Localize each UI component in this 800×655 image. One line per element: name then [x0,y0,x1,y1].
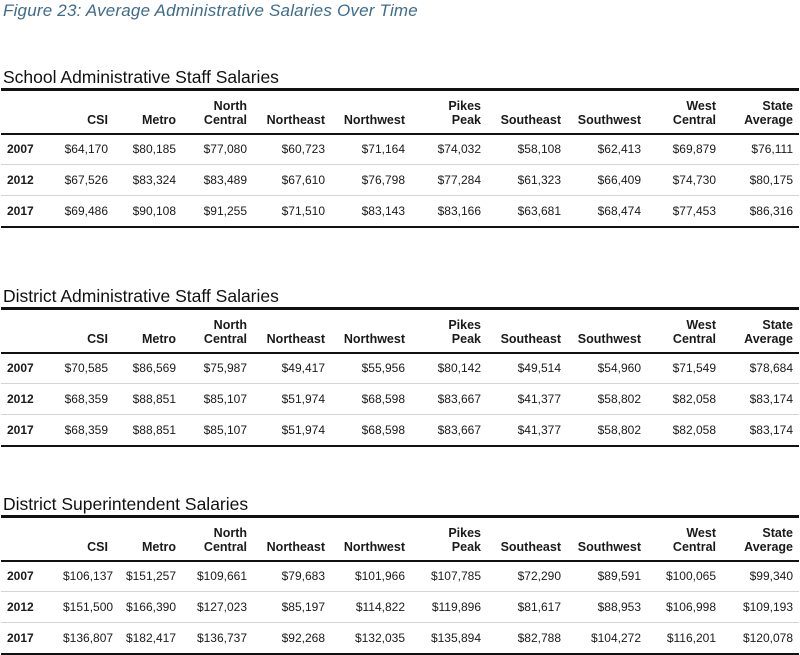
salary-cell: $82,058 [647,415,722,446]
column-header-line: Average [744,112,793,127]
column-header-line: Central [672,112,716,127]
salary-cell: $106,998 [647,592,722,623]
column-header-line [487,526,561,540]
salary-cell: $74,032 [437,142,481,157]
header-row [1,90,799,134]
salary-cell: $83,667 [411,415,487,446]
column-header [114,517,182,561]
salary-cell: $135,894 [411,623,487,654]
column-header [331,309,411,353]
column-header-line: Average [744,539,793,554]
salary-cell: $182,417 [114,623,182,654]
column-header-line: Southeast [500,112,561,127]
column-header-line [487,318,561,332]
column-header [182,309,253,353]
salary-cell: $41,377 [487,384,567,415]
salary-cell: $89,591 [597,569,641,584]
salary-cell: $61,323 [487,165,567,196]
table-row [1,561,799,592]
salary-cell: $127,023 [182,592,253,623]
column-header [567,517,647,561]
salary-cell: $80,185 [132,142,176,157]
salary-cell: $49,417 [281,361,325,376]
column-header-line [1,526,57,540]
salary-cell: $85,107 [182,415,253,446]
salary-cell: $54,960 [597,361,641,376]
figure-title: Figure 23: Average Administrative Salaries Over Time [3,1,418,20]
salary-cell: $51,974 [253,384,331,415]
salary-cell: $99,340 [749,569,793,584]
salary-cell: $83,174 [722,384,799,415]
section-title: District Administrative Staff Salaries [3,286,279,306]
salary-cell: $77,453 [647,196,722,227]
year-cell: 2012 [1,592,63,623]
salary-cell: $71,510 [253,196,331,227]
salary-cell: $77,284 [411,165,487,196]
header-row [1,517,799,561]
table-row [1,353,799,384]
salary-cell: $136,737 [182,623,253,654]
column-header-line [331,99,405,113]
table-row [1,165,799,196]
column-header [114,309,182,353]
column-header [63,517,114,561]
salary-cell: $83,324 [114,165,182,196]
salary-cell: $86,569 [132,361,176,376]
column-header [1,90,63,134]
salary-cell: $49,514 [517,361,561,376]
salary-cell: $82,788 [487,623,567,654]
salary-cell: $58,108 [517,142,561,157]
salary-cell: $109,193 [722,592,799,623]
column-header-line [487,99,561,113]
salary-cell: $55,956 [361,361,405,376]
section-superintendent [0,493,800,655]
salary-cell: $68,359 [63,415,114,446]
column-header [647,309,722,353]
salary-cell: $58,802 [567,384,647,415]
column-header-line [63,526,108,540]
salary-cell: $85,107 [182,384,253,415]
salary-cell: $67,526 [63,165,114,196]
column-header-line: Southwest [577,331,641,346]
salary-cell: $68,598 [331,415,411,446]
salary-cell: $71,549 [672,361,716,376]
salary-cell: $120,078 [722,623,799,654]
year-cell: 2017 [1,415,63,446]
salary-cell: $80,142 [437,361,481,376]
column-header-line: Metro [141,112,176,127]
section-district-admin [0,285,800,447]
column-header-line: Northwest [343,112,405,127]
salary-cell: $91,255 [182,196,253,227]
table-row [1,384,799,415]
salary-cell: $68,359 [63,384,114,415]
year-cell: 2007 [7,142,34,157]
column-header-line: CSI [87,331,108,346]
column-header-line: Northwest [343,539,405,554]
column-header-line: West [686,525,716,540]
column-header-line [63,318,108,332]
column-header-line: CSI [87,539,108,554]
column-header-line [114,99,176,113]
year-cell: 2007 [7,361,34,376]
salary-cell: $85,197 [253,592,331,623]
salary-cell: $76,111 [751,142,793,157]
salary-cell: $119,896 [411,592,487,623]
column-header-line: Pikes [448,317,481,332]
column-header-line [331,526,405,540]
salary-cell: $79,683 [281,569,325,584]
year-cell: 2007 [7,569,34,584]
salary-cell: $74,730 [647,165,722,196]
salary-cell: $100,065 [665,569,716,584]
year-cell: 2012 [1,384,63,415]
salary-cell: $83,166 [411,196,487,227]
column-header [647,517,722,561]
salary-cell: $62,413 [597,142,641,157]
column-header-line: Central [203,539,247,554]
column-header-line: State [762,98,793,113]
salary-cell: $83,489 [182,165,253,196]
salary-cell: $76,798 [331,165,411,196]
salary-cell: $132,035 [331,623,411,654]
column-header-line: West [686,317,716,332]
column-header-line [1,540,57,554]
column-header [722,90,799,134]
column-header [182,517,253,561]
column-header [63,90,114,134]
column-header-line [253,99,325,113]
column-header-line: Central [672,539,716,554]
salary-cell: $75,987 [203,361,247,376]
column-header-line: CSI [87,112,108,127]
salary-cell: $68,474 [567,196,647,227]
salary-cell: $151,500 [63,592,114,623]
table-row [1,592,799,623]
table-row [1,415,799,446]
column-header [253,517,331,561]
column-header-line [1,99,57,113]
table-row [1,134,799,165]
column-header-line: Peak [451,331,481,346]
column-header-line: State [762,525,793,540]
column-header [411,517,487,561]
salary-cell: $92,268 [253,623,331,654]
salary-cell: $41,377 [487,415,567,446]
column-header-line [63,99,108,113]
column-header [1,309,63,353]
section-school-admin [0,66,800,228]
column-header-line: Southwest [577,112,641,127]
salary-cell: $114,822 [331,592,411,623]
salary-cell: $88,851 [114,415,182,446]
column-header-line: Southwest [577,539,641,554]
salary-table [1,88,799,228]
column-header-line [114,318,176,332]
column-header-line: Metro [141,539,176,554]
salary-cell: $81,617 [487,592,567,623]
column-header-line: Northwest [343,331,405,346]
salary-cell: $88,851 [114,384,182,415]
column-header-line: Northeast [266,331,325,346]
column-header [487,309,567,353]
salary-cell: $71,164 [361,142,405,157]
salary-cell: $80,175 [722,165,799,196]
column-header-line: West [686,98,716,113]
section-title: District Superintendent Salaries [3,494,249,514]
column-header [114,90,182,134]
column-header-line: North [213,317,247,332]
column-header [567,90,647,134]
section-title: School Administrative Staff Salaries [3,67,279,87]
salary-cell: $69,486 [63,196,114,227]
salary-cell: $68,598 [331,384,411,415]
table-row [1,196,799,227]
salary-cell: $58,802 [567,415,647,446]
column-header-line: State [762,317,793,332]
column-header-line: North [213,98,247,113]
header-row [1,309,799,353]
column-header [487,90,567,134]
salary-cell: $63,681 [487,196,567,227]
column-header [331,90,411,134]
salary-cell: $51,974 [253,415,331,446]
column-header-line [331,318,405,332]
salary-cell: $116,201 [647,623,722,654]
column-header-line [114,526,176,540]
salary-cell: $106,137 [63,569,114,584]
column-header-line: Pikes [448,525,481,540]
salary-cell: $66,409 [567,165,647,196]
salary-cell: $83,174 [722,415,799,446]
column-header [253,90,331,134]
column-header-line: Pikes [448,98,481,113]
column-header [182,90,253,134]
salary-cell: $107,785 [430,569,481,584]
column-header [722,517,799,561]
salary-cell: $151,257 [125,569,176,584]
column-header-line: Central [672,331,716,346]
salary-cell: $136,807 [63,623,114,654]
column-header-line: Metro [141,331,176,346]
column-header [63,309,114,353]
salary-cell: $77,080 [203,142,247,157]
salary-cell: $82,058 [647,384,722,415]
column-header-line [567,99,641,113]
salary-cell: $101,966 [354,569,405,584]
table-row [1,623,799,654]
salary-cell: $86,316 [722,196,799,227]
salary-cell: $109,661 [196,569,247,584]
column-header [411,309,487,353]
column-header-line [253,526,325,540]
salary-cell: $64,170 [64,142,108,157]
column-header-line: North [213,525,247,540]
salary-cell: $90,108 [114,196,182,227]
column-header-line [567,526,641,540]
salary-table [1,515,799,655]
salary-cell: $83,667 [411,384,487,415]
salary-cell: $104,272 [567,623,647,654]
salary-cell: $88,953 [567,592,647,623]
column-header [253,309,331,353]
column-header-line: Northeast [266,539,325,554]
column-header-line [1,113,57,127]
salary-cell: $70,585 [64,361,108,376]
salary-cell: $67,610 [253,165,331,196]
column-header-line [253,318,325,332]
column-header [722,309,799,353]
salary-cell: $166,390 [114,592,182,623]
year-cell: 2012 [1,165,63,196]
salary-cell: $69,879 [672,142,716,157]
salary-cell: $83,143 [331,196,411,227]
salary-cell: $72,290 [517,569,561,584]
column-header-line: Southeast [500,539,561,554]
column-header-line [567,318,641,332]
column-header-line [1,318,57,332]
column-header-line [1,332,57,346]
column-header [1,517,63,561]
column-header-line: Peak [451,112,481,127]
column-header [411,90,487,134]
column-header [487,517,567,561]
column-header-line: Southeast [500,331,561,346]
year-cell: 2017 [1,196,63,227]
column-header-line: Northeast [266,112,325,127]
column-header [647,90,722,134]
salary-cell: $60,723 [281,142,325,157]
column-header-line: Central [203,112,247,127]
column-header [567,309,647,353]
column-header [331,517,411,561]
year-cell: 2017 [1,623,63,654]
column-header-line: Central [203,331,247,346]
salary-cell: $78,684 [749,361,793,376]
column-header-line: Average [744,331,793,346]
salary-table [1,307,799,447]
column-header-line: Peak [451,539,481,554]
